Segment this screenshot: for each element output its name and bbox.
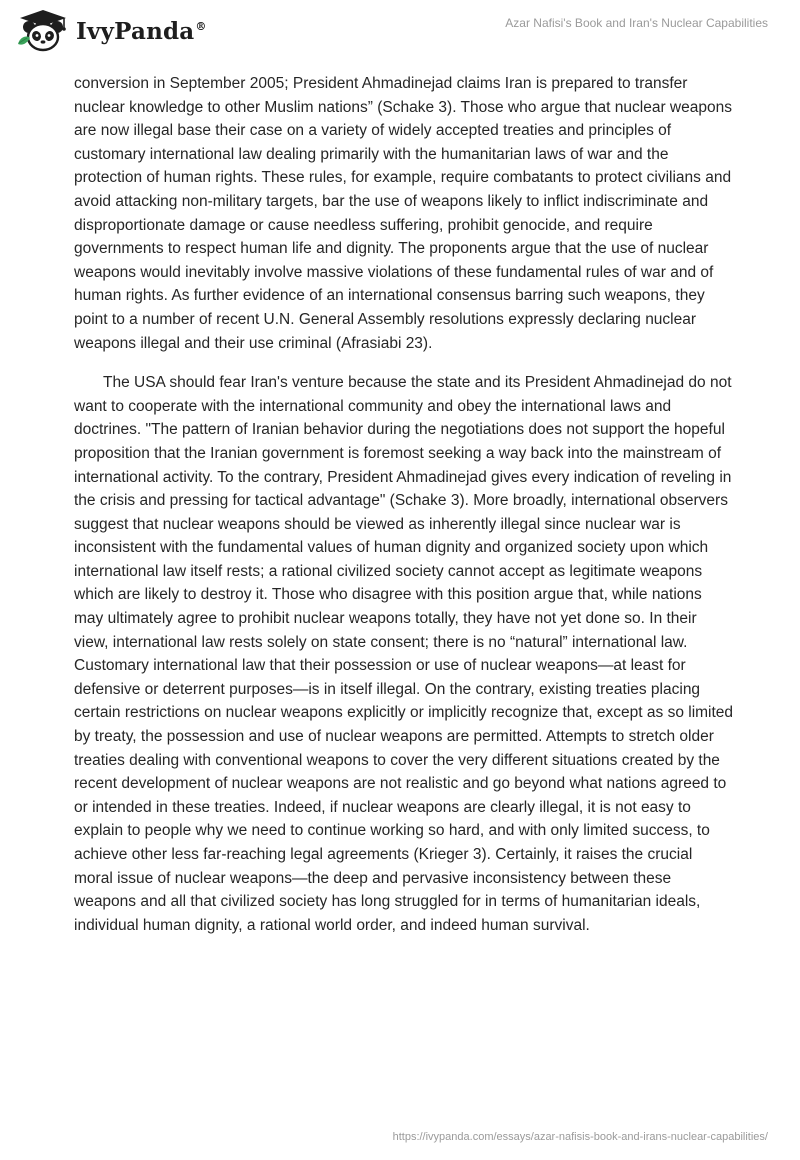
page-header (0, 0, 800, 64)
essay-paragraph: conversion in September 2005; President Ahmadinejad claims Iran is prepared to transfer nuclear knowledge to other Muslim nations” (Schake 3). Those who argue that nuclear weapons are now illegal base their case on a variety of widely accepted treaties and principles of customary international law dealing primarily with the humanitarian laws of war and the protection of human rights. These rules, for example, require combatants to protect civilians and avoid attacking non-military targets, bar the use of weapons likely to inflict indiscriminate and disproportionate damage or cause needless suffering, prohibit genocide, and require governments to respect human life and dignity. The proponents argue that the use of nuclear weapons would inevitably involve massive violations of these fundamental rules of war and of human rights. As further evidence of an international consensus barring such weapons, they point to a number of recent U.N. General Assembly resolutions expressly declaring nuclear weapons illegal and their use criminal (Afrasiabi 23). (74, 75, 732, 352)
source-url[interactable]: https://ivypanda.com/essays/azar-nafisis-book-and-irans-nuclear-capabilities/ (392, 1131, 768, 1143)
brand-name-text: IvyPanda (76, 17, 195, 45)
brand-name (76, 18, 207, 45)
essay-paragraph: The USA should fear Iran's venture because the state and its President Ahmadinejad do not want to cooperate with the international community and obey the international laws and doctrines. "The pattern of Iranian behavior during the negotiations does not support the hopeful proposition that the Iranian government is foremost seeking a way back into the mainstream of international activity. To the contrary, President Ahmadinejad gives every indication of reveling in the crisis and pressing for tactical advantage" (Schake 3). More broadly, international observers suggest that nuclear weapons should be viewed as inherently illegal since nuclear war is inconsistent with the fundamental values of human dignity and organized society upon which international law itself rests; a rational civilized society cannot accept as legitimate weapons which are likely to destroy it. Those who disagree with this position argue that, while nations may ultimately agree to prohibit nuclear weapons totally, they have not yet done so. In their view, international law rests solely on state consent; there is no “natural” international law. Customary international law that their possession or use of nuclear weapons—at least for defensive or deterrent purposes—is in itself illegal. On the contrary, existing treaties placing certain restrictions on nuclear weapons explicitly or implicitly recognize that, except as so limited by treaty, the possession and use of nuclear weapons are permitted. Attempts to stretch older treaties dealing with conventional weapons to cover the very different situations created by the recent development of nuclear weapons are not realistic and go beyond what nations agreed to or intended in these treaties. Indeed, if nuclear weapons are clearly illegal, it is not easy to explain to people why we need to continue working so hard, and with only limited success, to achieve other less far-reaching legal agreements (Krieger 3). Certainly, it raises the crucial moral issue of nuclear weapons—the deep and pervasive inconsistency between these weapons and all that civilized society has long struggled for in terms of humanitarian ideals, individual human dignity, a rational world order, and indeed human survival. (74, 374, 734, 934)
document-title: Azar Nafisi's Book and Iran's Nuclear Capabilities (505, 16, 768, 30)
ivypanda-logo[interactable] (14, 8, 207, 54)
registered-mark: ® (195, 19, 207, 33)
panda-graduate-icon (14, 8, 72, 54)
essay-body (74, 72, 734, 937)
